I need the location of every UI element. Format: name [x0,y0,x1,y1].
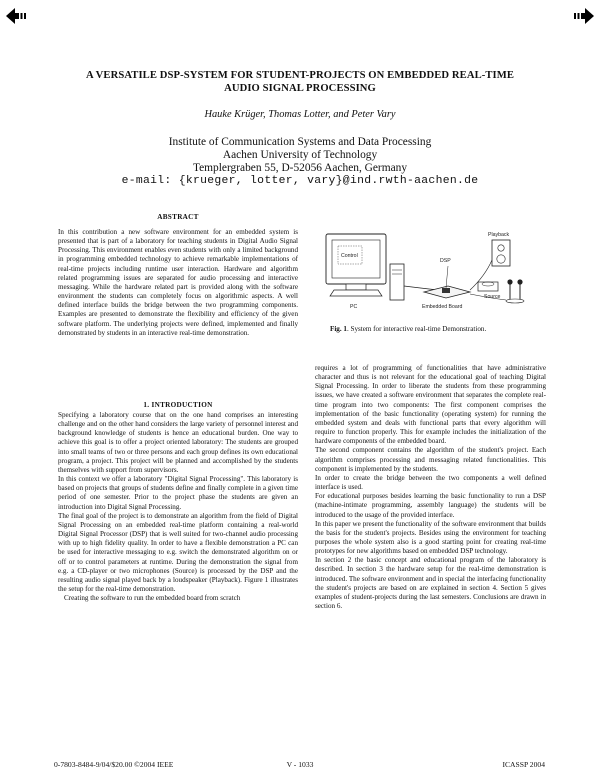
dsp-label: DSP [440,258,451,264]
control-label: Control [341,253,358,259]
embedded-board-label: Embedded Board [422,304,463,310]
caption-label: Fig. 1 [330,325,347,333]
footer-copyright: 0-7803-8484-9/04/$20.00 ©2004 IEEE [54,760,174,769]
title-line: A VERSATILE DSP-SYSTEM FOR STUDENT-PROJECTS ON EMBEDDED REAL-TIME [85,70,515,81]
affiliation-line: Institute of Communication Systems and Data Processing [168,136,432,148]
paragraph: Specifying a laboratory course that on the one hand comprises an interesting challenge and on the other hand considers the large variety of personnel interest and background knowledge of students is hence an educational burden. One way to achieve this goal is to offer a project oriented laboratory: The students are grouped into small teams of two or three persons and each group defines its own educational program, a project. This project will be planned and accomplished by the students themselves with support from supervisors. [58,411,298,474]
abstract-text: In this contribution a new software environment for an embedded system is presented that is part of a laboratory for teaching students in Digital Audio Signal Processing. This environment enables even students with only a limited background in programming embedded technology to achieve remarkable implementations of real-time projects including runtime user interaction. Hardware and algorithm related programming issues are separated for audio processing and interactive messaging. While the hardware related part is provided along with the software environment the students can completely focus on algorithmic aspects. A well defined interface builds the bridge between the two programming components. Examples are presented to demonstrate the flexibility and efficiency of the given software platform. The underlying projects were defined, implemented and finally demonstrated by students in an interactive real-time demonstration. [58,228,298,337]
paragraph: For educational purposes besides learning the basic functionality to run a DSP (machine-intimate programming, assembly language) the students will be introduced to the usage of the provided interface. [315,492,546,519]
pc-tower [390,264,404,300]
arrow-right-icon [572,8,594,24]
introduction-heading: 1. INTRODUCTION [143,401,213,409]
abstract-heading: ABSTRACT [157,213,199,221]
previous-page-button[interactable] [6,8,28,24]
title-line: AUDIO SIGNAL PROCESSING [224,83,376,94]
figure-1 [320,226,544,316]
footer-page-number: V - 1033 [286,760,314,769]
next-page-button[interactable] [572,8,594,24]
microphones [506,279,524,303]
embedded-board [424,266,470,298]
paragraph: In order to create the bridge between the two components a well defined interface is used. [315,473,546,492]
paragraph: Creating the software to run the embedded board from scratch [64,594,241,603]
cd-player [478,282,498,291]
paragraph: In section 2 the basic concept and educational program of the laboratory is described. In section 3 the hardware setup for the real-time demonstration is introduced. The software environment and in special the interfacing functionality the student's projects are based on are explained in section 4. Section 5 gives examples of student-projects during the last semesters. Conclusions are drawn in section 6. [315,556,546,611]
playback-label: Playback [488,232,510,238]
source-label: Source [484,294,501,300]
pc-label: PC [350,304,358,310]
paper-title [40,69,560,95]
paragraph: The final goal of the project is to demonstrate an algorithm from the field of Digital Signal Processing on an embedded real-time platform containing a real-world Digital Signal Processor (DSP) that is well suited for two-channel audio processing with up to high fidelity quality. In order to have a flexible demonstration a PC can be used for interactive messaging to e.g. switch the demonstrated algorithm on or off or to control parameters at runtime. During the demonstration the signal from e.g. a CD-player or two microphones (Source) is processed by the DSP and the resulting audio signal played back by a loudspeaker (Playback). Figure 1 illustrates the setup for the real-time demonstration. [58,511,298,593]
affiliation-line: Aachen University of Technology [222,149,378,161]
affiliation-line: Templergraben 55, D-52056 Aachen, Germany [192,162,408,174]
speaker [492,240,510,266]
paragraph: In this context we offer a laboratory "Digital Signal Processing". This laboratory is based on projects that groups of students define and finally complete in a given time period of one semester. Prior to the project phase the students are given an introduction into Digital Signal Processing. [58,475,298,511]
paragraph: requires a lot of programming of functionalities that have administrative character and thus is not relevant for the educational goal of teaching Digital Signal Processing. In order to liberate the students from these programming issues, we have created a software environment that separates the complete real-time program into two components: The first component comprises the implementation of the basic functionality (operating system) for running the embedded system and deals with functional parts that every algorithm will require to function properly. This for example includes the initialization of the hardware components of the embedded board. [315,364,546,446]
pc-monitor [326,234,386,296]
email: e-mail: {krueger, lotter, vary}@ind.rwth-aachen.de [121,175,479,187]
caption-text: . System for interactive real-time Demonstration. [346,325,487,333]
footer-conference: ICASSP 2004 [502,760,545,769]
affiliation [0,136,600,175]
paragraph: In this paper we present the functionality of the software environment that builds the basis for the student's projects. Besides using the environment for teaching purposes the whole system also is a good starting point for creating real-time prototypes for new algorithms based on embedded DSP technology. [315,519,546,556]
figure-caption [330,325,550,333]
abstract-body [58,228,298,338]
introduction-body [58,411,298,603]
arrow-left-icon [6,8,28,24]
right-column-body [315,364,546,611]
authors: Hauke Krüger, Thomas Lotter, and Peter Vary [204,109,396,120]
paragraph: The second component contains the algorithm of the student's project. Each algorithm comprises processing and messaging related functionalities. This component is implemented by the students. [315,446,546,473]
system-setup-diagram [320,226,544,316]
